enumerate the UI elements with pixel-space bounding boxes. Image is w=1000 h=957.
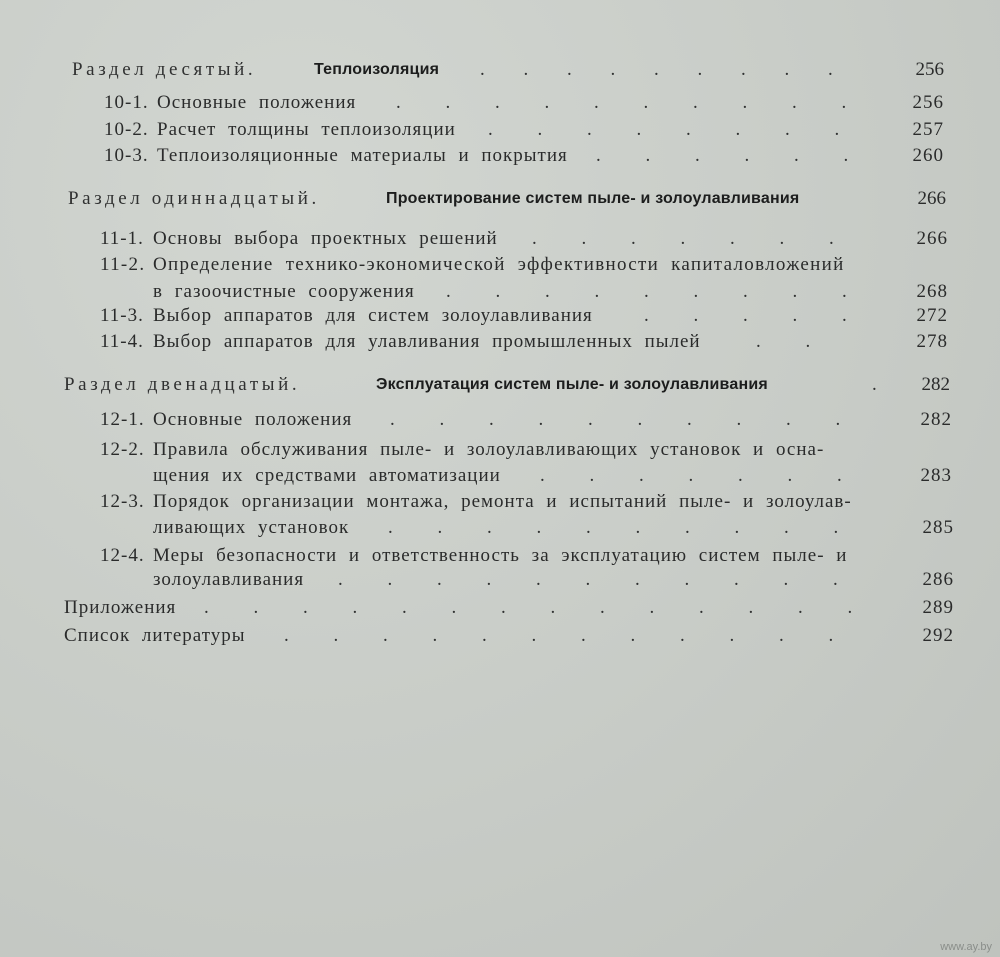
page-number: 285 xyxy=(922,517,954,538)
item-title: Основные положения xyxy=(157,92,357,113)
page-number: 282 xyxy=(920,409,952,430)
section-title: Теплоизоляция xyxy=(314,61,440,78)
page-number: 292 xyxy=(922,625,954,646)
item-title: Основные положения xyxy=(153,409,353,430)
section-10-heading xyxy=(0,56,1000,84)
item-number: 11-4. xyxy=(100,331,144,352)
page-number: 283 xyxy=(920,465,952,486)
watermark: www.ay.by xyxy=(940,941,992,953)
toc-item-11-1 xyxy=(0,225,1000,253)
page-number: 257 xyxy=(912,119,944,140)
leader-dots: . . . . . . . . xyxy=(488,119,857,140)
item-title: Основы выбора проектных решений xyxy=(153,228,498,249)
item-title: Меры безопасности и ответственность за эксплуатацию систем пыле- и xyxy=(153,545,848,566)
item-title: Определение технико-экономической эффективности капиталовложений xyxy=(153,254,845,275)
leader-dots: . . . . . . . . . xyxy=(446,281,864,302)
page-number: 256 xyxy=(915,59,944,80)
section-label: Раздел одиннадцатый. xyxy=(68,188,320,209)
toc-item-12-3 xyxy=(0,488,1000,516)
page-number: 268 xyxy=(916,281,948,302)
leader-dots: . xyxy=(872,374,894,395)
item-number: 10-1. xyxy=(104,92,149,113)
item-number: 11-3. xyxy=(100,305,144,326)
item-title: Приложения xyxy=(64,597,177,618)
leader-dots: . . . . . . . . . . . . . . xyxy=(204,597,870,618)
section-title: Проектирование систем пыле- и золоулавливания xyxy=(386,190,800,207)
toc-item-12-4-cont xyxy=(0,566,1000,594)
page-number: 272 xyxy=(916,305,948,326)
section-label: Раздел двенадцатый. xyxy=(64,374,301,395)
item-title: Выбор аппаратов для систем золоулавливания xyxy=(153,305,593,326)
leader-dots: . . . . . xyxy=(644,305,864,326)
item-title-cont: золоулавливания xyxy=(153,569,305,590)
section-label: Раздел десятый. xyxy=(72,59,257,80)
item-number: 12-3. xyxy=(100,491,145,512)
page-number: 266 xyxy=(917,188,946,209)
leader-dots: . . . . . . . . . . . . xyxy=(284,625,851,646)
leader-dots: . . . . . . . xyxy=(540,465,859,486)
item-title: Теплоизоляционные материалы и покрытия xyxy=(157,145,568,166)
toc-item-10-1 xyxy=(0,89,1000,117)
leader-dots: . . . . . . . . . . xyxy=(396,92,864,113)
leader-dots: . . . . . . . . . . xyxy=(390,409,858,430)
toc-item-10-3 xyxy=(0,142,1000,170)
page-number: 266 xyxy=(916,228,948,249)
item-title: Выбор аппаратов для улавливания промышленных пылей xyxy=(153,331,701,352)
leader-dots: . . . . . . . xyxy=(532,228,851,249)
page-number: 260 xyxy=(912,145,944,166)
item-title: Список литературы xyxy=(64,625,246,646)
item-title-cont: щения их средствами автоматизации xyxy=(153,465,501,486)
toc-item-12-2-cont xyxy=(0,462,1000,490)
toc-literature xyxy=(0,622,1000,650)
page-number: 289 xyxy=(922,597,954,618)
leader-dots: . . xyxy=(756,331,828,352)
toc-item-10-2 xyxy=(0,116,1000,144)
toc-appendix xyxy=(0,594,1000,622)
item-number: 10-2. xyxy=(104,119,149,140)
toc-item-11-2 xyxy=(0,251,1000,279)
item-number: 12-4. xyxy=(100,545,145,566)
page-number: 256 xyxy=(912,92,944,113)
item-title: Правила обслуживания пыле- и золоулавливающих установок и осна- xyxy=(153,439,825,460)
toc-item-12-2 xyxy=(0,436,1000,464)
item-title-cont: в газоочистные сооружения xyxy=(153,281,415,302)
page-number: 286 xyxy=(922,569,954,590)
toc-item-11-3 xyxy=(0,302,1000,330)
leader-dots: . . . . . . . . . . xyxy=(388,517,856,538)
toc-item-12-3-cont xyxy=(0,514,1000,542)
leader-dots: . . . . . . . . . . . xyxy=(338,569,855,590)
item-number: 11-2. xyxy=(100,254,146,275)
toc-item-12-1 xyxy=(0,406,1000,434)
item-title: Расчет толщины теплоизоляции xyxy=(157,119,456,140)
item-number: 12-1. xyxy=(100,409,145,430)
item-title-cont: ливающих установок xyxy=(153,517,350,538)
leader-dots: . . . . . . xyxy=(596,145,866,166)
toc-item-11-4 xyxy=(0,328,1000,356)
section-12-heading xyxy=(0,371,1000,399)
section-11-heading xyxy=(0,185,1000,213)
item-number: 11-1. xyxy=(100,228,144,249)
leader-dots: . . . . . . . . . xyxy=(480,59,850,80)
section-title: Эксплуатация систем пыле- и золоулавливания xyxy=(376,376,768,393)
item-title: Порядок организации монтажа, ремонта и испытаний пыле- и золоулав- xyxy=(153,491,852,512)
page-number: 278 xyxy=(916,331,948,352)
item-number: 10-3. xyxy=(104,145,149,166)
page-number: 282 xyxy=(921,374,950,395)
item-number: 12-2. xyxy=(100,439,145,460)
